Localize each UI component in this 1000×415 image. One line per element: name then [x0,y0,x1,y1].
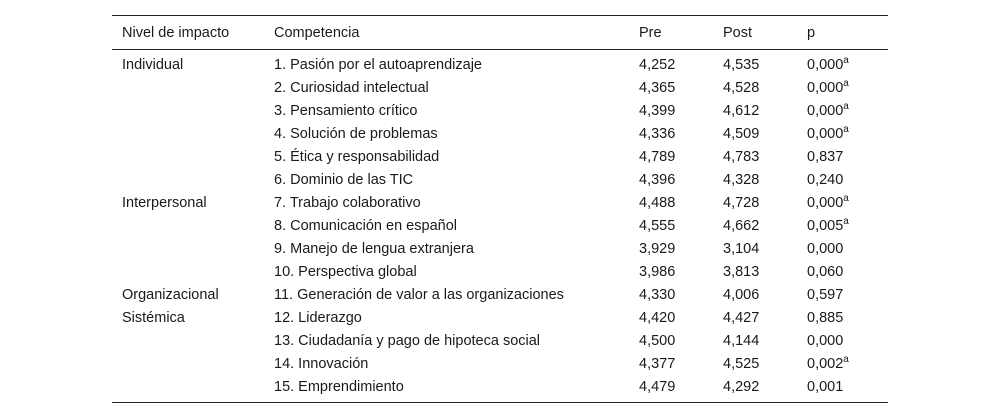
table-row [112,76,888,99]
cell-p [797,122,888,145]
cell-post: 3,104 [723,240,760,257]
cell-pre: 4,420 [639,309,676,326]
cell-post: 4,528 [723,79,760,96]
cell-pre: 4,555 [639,217,676,234]
cell-pre: 4,330 [639,286,676,303]
cell-nivel [112,168,264,191]
competencias-table [112,15,888,403]
table-row [112,50,888,77]
significance-marker: a [843,123,849,135]
table-row [112,99,888,122]
cell-competencia: 11. Generación de valor a las organizaciones [274,286,564,303]
table-row [112,214,888,237]
table-row [112,375,888,403]
cell-competencia: 8. Comunicación en español [274,217,457,234]
significance-marker: a [843,192,849,204]
cell-p [797,145,888,168]
significance-marker: a [843,54,849,66]
p-value: 0,000 [807,79,844,96]
cell-p [797,375,888,403]
cell-post: 4,006 [723,286,760,303]
p-value: 0,000 [807,332,844,349]
cell-competencia: 13. Ciudadanía y pago de hipoteca social [274,332,541,349]
cell-p [797,283,888,306]
cell-nivel [112,122,264,145]
cell-post: 4,535 [723,56,760,73]
cell-nivel [112,214,264,237]
cell-pre: 4,336 [639,125,676,142]
significance-marker: a [843,215,849,227]
cell-pre: 4,479 [639,379,676,395]
cell-pre: 4,365 [639,79,676,96]
cell-pre: 3,929 [639,240,676,257]
significance-marker: a [843,77,849,89]
cell-competencia: 4. Solución de problemas [274,125,438,142]
competencias-table-container [112,15,888,403]
cell-pre: 4,399 [639,102,676,119]
cell-pre: 4,500 [639,332,676,349]
cell-p [797,76,888,99]
p-value: 0,000 [807,56,844,73]
cell-post: 4,509 [723,125,760,142]
cell-p [797,260,888,283]
cell-competencia: 9. Manejo de lengua extranjera [274,240,474,257]
p-value: 0,240 [807,171,844,188]
cell-p [797,306,888,329]
cell-nivel [112,145,264,168]
p-value: 0,000 [807,102,844,119]
table-row [112,168,888,191]
cell-competencia: 12. Liderazgo [274,309,362,326]
cell-competencia: 5. Ética y responsabilidad [274,148,440,165]
header-p: p [807,24,816,41]
cell-nivel [112,76,264,99]
header-pre: Pre [639,24,662,41]
cell-post: 3,813 [723,263,760,280]
cell-p [797,50,888,77]
cell-nivel: Sistémica [122,309,185,326]
cell-nivel: Organizacional [122,286,219,303]
table-row [112,122,888,145]
cell-pre: 4,252 [639,56,676,73]
cell-post: 4,612 [723,102,760,119]
cell-nivel [112,237,264,260]
cell-competencia: 2. Curiosidad intelectual [274,79,429,96]
cell-p [797,168,888,191]
table-row [112,352,888,375]
cell-post: 4,144 [723,332,760,349]
p-value: 0,005 [807,217,844,234]
cell-p [797,99,888,122]
header-post: Post [723,24,753,41]
cell-nivel [112,375,264,403]
p-value: 0,060 [807,263,844,280]
significance-marker: a [843,353,849,365]
table-header [112,16,888,50]
cell-competencia: 1. Pasión por el autoaprendizaje [274,56,482,73]
p-value: 0,002 [807,355,844,372]
cell-p [797,352,888,375]
cell-post: 4,662 [723,217,760,234]
cell-pre: 4,377 [639,355,676,372]
cell-nivel: Interpersonal [122,194,207,211]
p-value: 0,000 [807,125,844,142]
cell-post: 4,328 [723,171,760,188]
cell-pre: 4,396 [639,171,676,188]
table-row [112,237,888,260]
table-row [112,329,888,352]
p-value: 0,000 [807,194,844,211]
cell-pre: 4,488 [639,194,676,211]
cell-nivel [112,99,264,122]
cell-nivel [112,329,264,352]
header-row [112,16,888,50]
cell-nivel [112,352,264,375]
cell-competencia: 14. Innovación [274,355,369,372]
cell-p [797,191,888,214]
significance-marker: a [843,100,849,112]
p-value: 0,885 [807,309,844,326]
cell-competencia: 3. Pensamiento crítico [274,102,418,119]
cell-post: 4,783 [723,148,760,165]
header-nivel: Nivel de impacto [122,24,230,41]
cell-competencia: 7. Trabajo colaborativo [274,194,421,211]
p-value: 0,597 [807,286,844,303]
cell-pre: 3,986 [639,263,676,280]
cell-p [797,237,888,260]
cell-pre: 4,789 [639,148,676,165]
table-row [112,260,888,283]
header-competencia: Competencia [274,24,360,41]
table-body [112,50,888,403]
table-row [112,283,888,306]
p-value: 0,000 [807,240,844,257]
cell-competencia: 15. Emprendimiento [274,379,404,395]
cell-p [797,329,888,352]
cell-post: 4,292 [723,379,760,395]
cell-post: 4,427 [723,309,760,326]
cell-p [797,214,888,237]
cell-post: 4,525 [723,355,760,372]
cell-post: 4,728 [723,194,760,211]
cell-competencia: 6. Dominio de las TIC [274,171,414,188]
table-row [112,306,888,329]
p-value: 0,837 [807,148,844,165]
p-value: 0,001 [807,379,844,395]
cell-nivel: Individual [122,56,184,73]
table-row [112,191,888,214]
cell-competencia: 10. Perspectiva global [274,263,417,280]
cell-nivel [112,260,264,283]
table-row [112,145,888,168]
